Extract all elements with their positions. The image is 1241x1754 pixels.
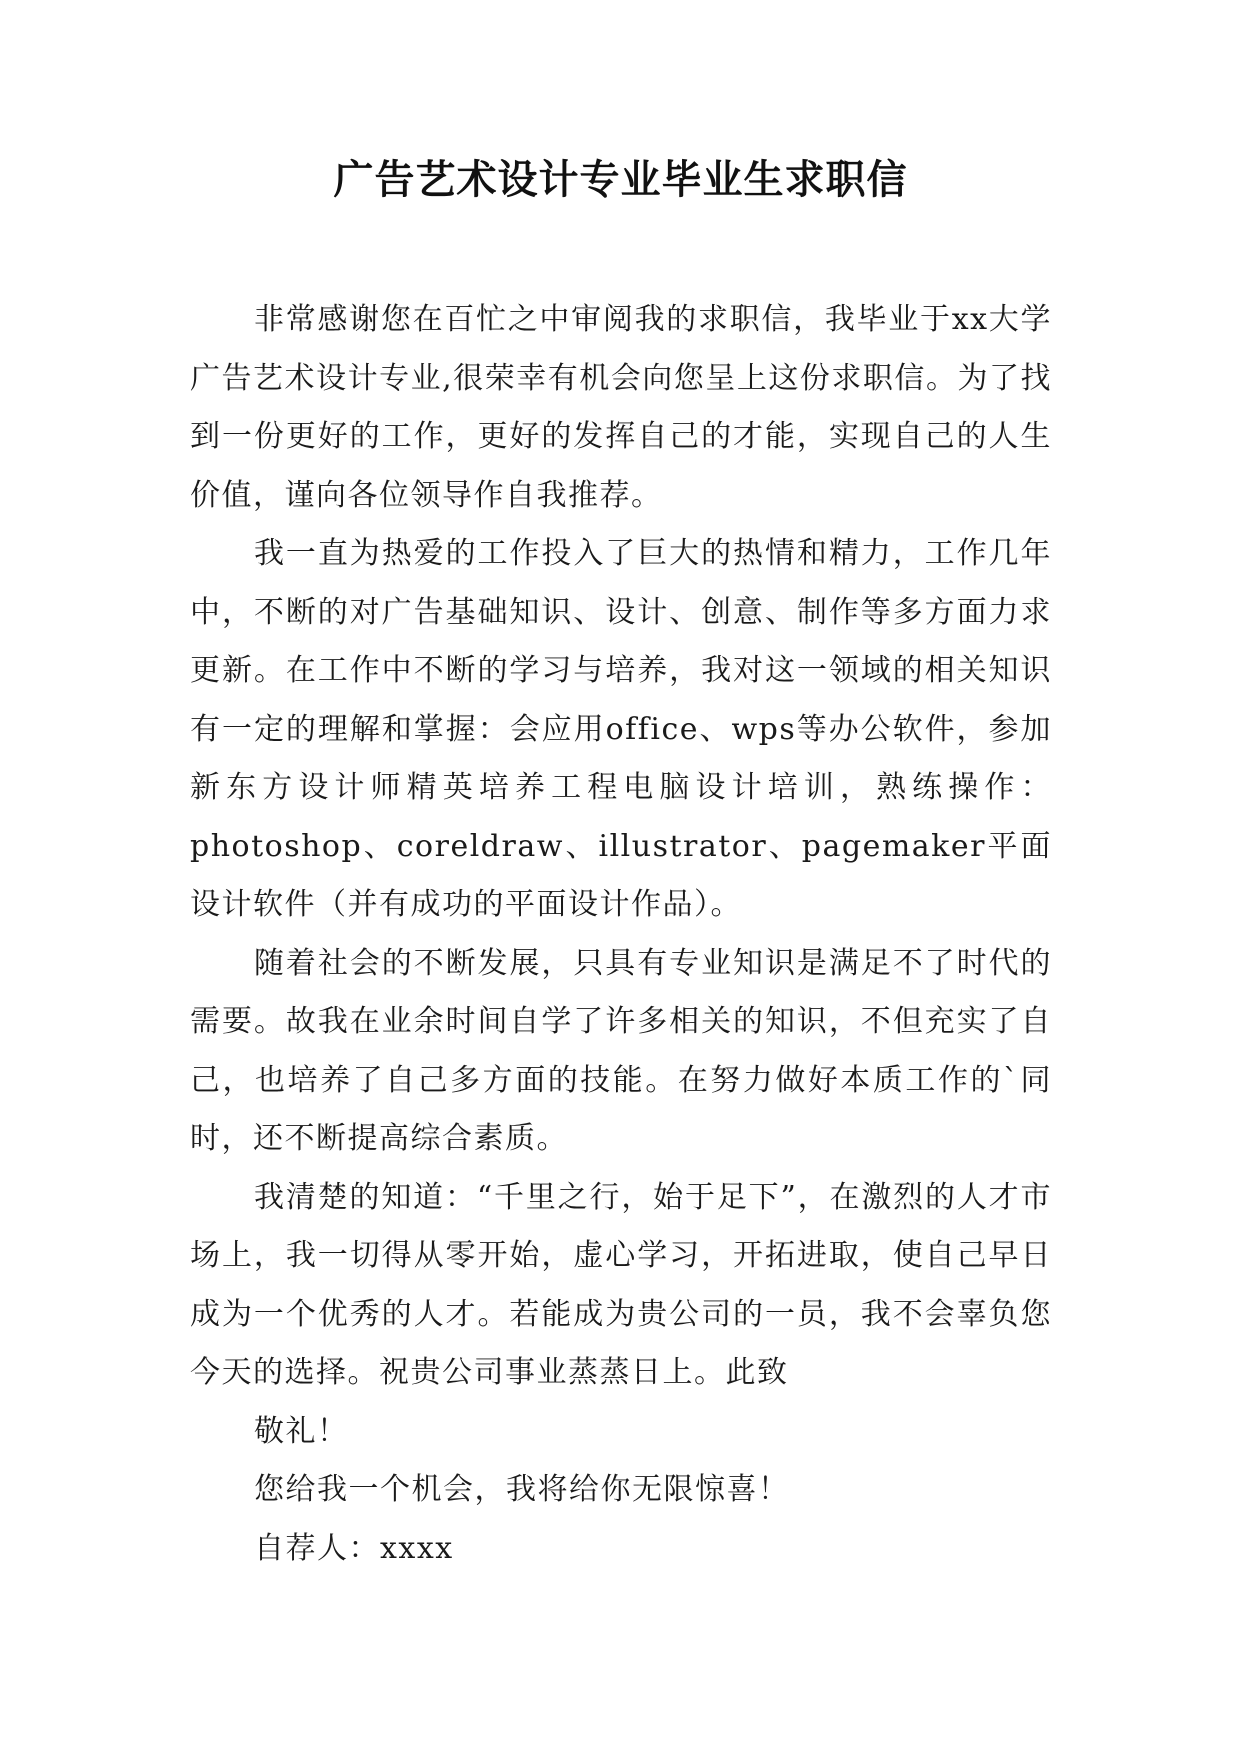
paragraph-intro: 非常感谢您在百忙之中审阅我的求职信，我毕业于xx大学广告艺术设计专业,很荣幸有机会向您呈上这份求职信。为了找到一份更好的工作，更好的发挥自己的才能，实现自己的人生价值，谨向各位领导作自我推荐。 [190,302,1052,513]
closing-line: 您给我一个机会，我将给你无限惊喜！ [254,1472,790,1507]
signature: 自荐人：xxxx [254,1530,454,1566]
document-title: 广告艺术设计专业毕业生求职信 [333,157,908,203]
salutation: 敬礼！ [254,1413,349,1449]
paragraph-experience: 我一直为热爱的工作投入了巨大的热情和精力，工作几年中，不断的对广告基础知识、设计、创意、制作等多方面力求更新。在工作中不断的学习与培养，我对这一领域的相关知识有一定的理解和掌握：会应用office、wps等办公软件，参加新东方设计师精英培养工程电脑设计培训，熟练操作：photoshop、coreldraw、illustrator、pagemaker平面设计软件（并有成功的平面设计作品）。 [190,536,1052,922]
paragraph-conclusion: 我清楚的知道：“千里之行，始于足下”，在激烈的人才市场上，我一切得从零开始，虚心学习，开拓进取，使自己早日成为一个优秀的人才。若能成为贵公司的一员，我不会辜负您今天的选择。祝贵公司事业蒸蒸日上。此致 [190,1179,1052,1390]
letter-body [190,291,1052,1578]
paragraph-self-study: 随着社会的不断发展，只具有专业知识是满足不了时代的需要。故我在业余时间自学了许多相关的知识，不但充实了自己，也培养了自己多方面的技能。在努力做好本质工作的`同时，还不断提高综合素质。 [190,945,1052,1156]
